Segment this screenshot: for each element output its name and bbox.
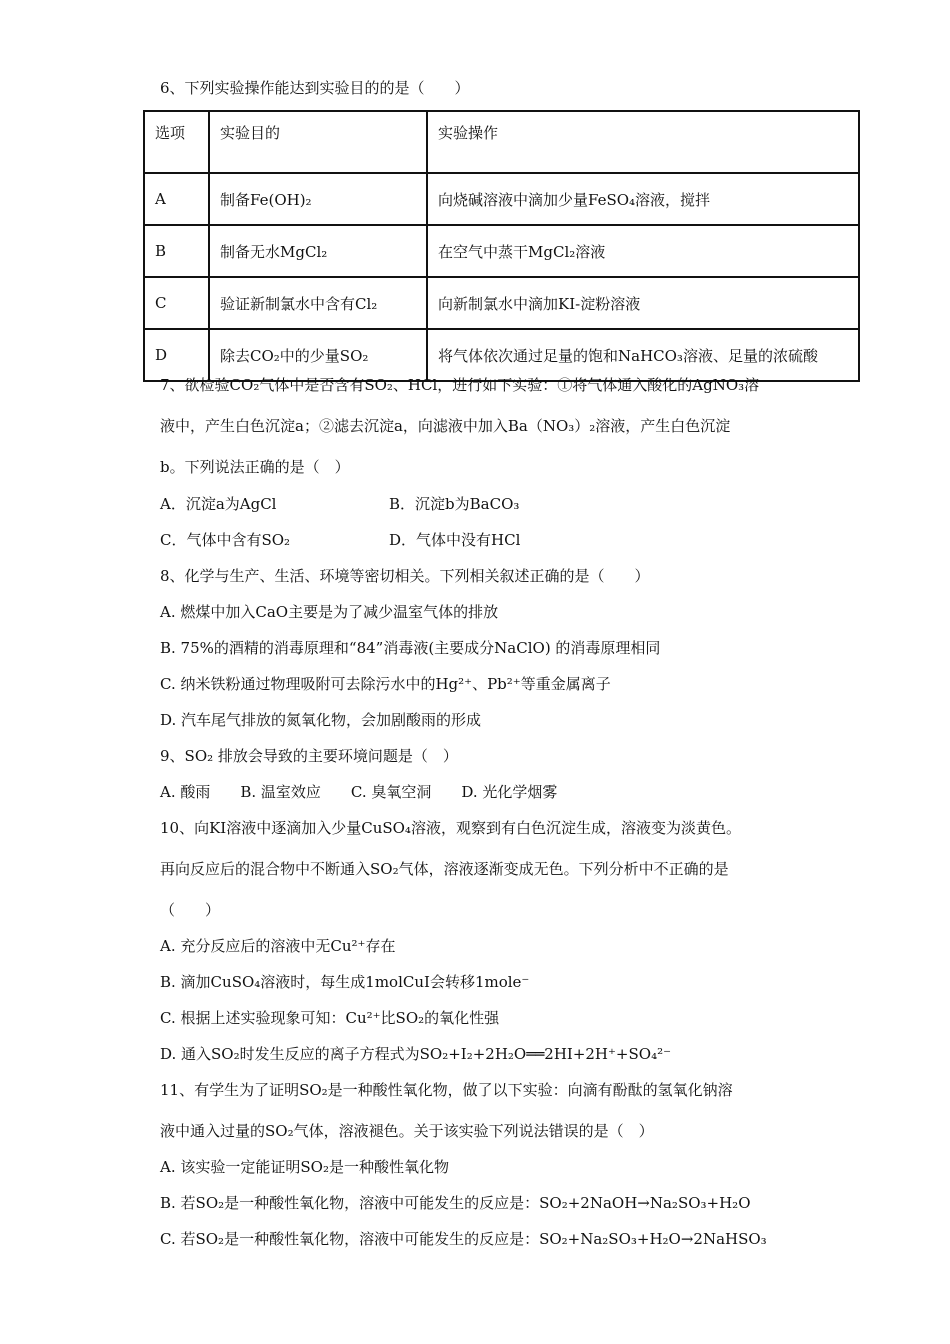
q10-line-3: （ ） xyxy=(160,901,221,919)
header-option: 选项 xyxy=(144,111,209,173)
row-a-option: A xyxy=(144,173,209,225)
q7-line-1: 7、欲检验CO₂气体中是否含有SO₂、HCl，进行如下实验：①将气体通入酸化的AgNO₃溶 xyxy=(160,376,760,394)
q9-stem: 9、SO₂ 排放会导致的主要环境问题是（ ） xyxy=(160,747,458,765)
q11-option-a: A. 该实验一定能证明SO₂是一种酸性氧化物 xyxy=(160,1158,449,1176)
row-d-operation: 将气体依次通过足量的饱和NaHCO₃溶液、足量的浓硫酸 xyxy=(427,329,859,381)
q7-option-b: B．沉淀b为BaCO₃ xyxy=(389,495,520,513)
row-b-purpose: 制备无水MgCl₂ xyxy=(209,225,427,277)
table-row xyxy=(144,225,859,277)
q9-options: A. 酸雨 B. 温室效应 C. 臭氧空洞 D. 光化学烟雾 xyxy=(160,783,558,801)
header-operation: 实验操作 xyxy=(427,111,859,173)
table-header-row xyxy=(144,111,859,173)
q8-option-a: A. 燃煤中加入CaO主要是为了减少温室气体的排放 xyxy=(160,603,499,621)
table-row xyxy=(144,173,859,225)
row-b-option: B xyxy=(144,225,209,277)
q11-line-1: 11、有学生为了证明SO₂是一种酸性氧化物，做了以下实验：向滴有酚酞的氢氧化钠溶 xyxy=(160,1081,733,1099)
q10-line-1: 10、向KI溶液中逐滴加入少量CuSO₄溶液，观察到有白色沉淀生成，溶液变为淡黄色。 xyxy=(160,819,741,837)
row-d-option: D xyxy=(144,329,209,381)
q8-option-d: D. 汽车尾气排放的氮氧化物，会加剧酸雨的形成 xyxy=(160,711,482,729)
row-c-purpose: 验证新制氯水中含有Cl₂ xyxy=(209,277,427,329)
q10-option-b: B. 滴加CuSO₄溶液时，每生成1molCuI会转移1mole⁻ xyxy=(160,973,530,991)
table-row xyxy=(144,277,859,329)
q8-option-c: C. 纳米铁粉通过物理吸附可去除污水中的Hg²⁺、Pb²⁺等重金属离子 xyxy=(160,675,611,693)
q8-stem: 8、化学与生产、生活、环境等密切相关。下列相关叙述正确的是（ ） xyxy=(160,567,650,585)
q11-option-c: C. 若SO₂是一种酸性氧化物，溶液中可能发生的反应是：SO₂+Na₂SO₃+H₂O→2NaHSO₃ xyxy=(160,1230,767,1248)
q6-stem: 6、下列实验操作能达到实验目的的是（ ） xyxy=(160,79,470,97)
q7-line-3: b。下列说法正确的是（ ） xyxy=(160,458,350,476)
q10-option-a: A. 充分反应后的溶液中无Cu²⁺存在 xyxy=(160,937,396,955)
row-c-option: C xyxy=(144,277,209,329)
row-a-purpose: 制备Fe(OH)₂ xyxy=(209,173,427,225)
row-d-purpose: 除去CO₂中的少量SO₂ xyxy=(209,329,427,381)
q10-option-d: D. 通入SO₂时发生反应的离子方程式为SO₂+I₂+2H₂O══2HI+2H⁺+SO₄²⁻ xyxy=(160,1045,672,1063)
row-c-operation: 向新制氯水中滴加KI-淀粉溶液 xyxy=(427,277,859,329)
q11-line-2: 液中通入过量的SO₂气体，溶液褪色。关于该实验下列说法错误的是（ ） xyxy=(160,1122,654,1140)
q10-line-2: 再向反应后的混合物中不断通入SO₂气体，溶液逐渐变成无色。下列分析中不正确的是 xyxy=(160,860,729,878)
q7-option-c: C．气体中含有SO₂ xyxy=(160,531,291,549)
row-b-operation: 在空气中蒸干MgCl₂溶液 xyxy=(427,225,859,277)
q10-option-c: C. 根据上述实验现象可知：Cu²⁺比SO₂的氧化性强 xyxy=(160,1009,500,1027)
table-row xyxy=(144,329,859,381)
q8-option-b: B. 75%的酒精的消毒原理和“84”消毒液(主要成分NaClO) 的消毒原理相同 xyxy=(160,639,661,657)
q11-option-b: B. 若SO₂是一种酸性氧化物，溶液中可能发生的反应是：SO₂+2NaOH→Na₂SO₃+H₂O xyxy=(160,1194,751,1212)
q7-option-a: A．沉淀a为AgCl xyxy=(160,495,277,513)
q6-table xyxy=(143,110,860,382)
row-a-operation: 向烧碱溶液中滴加少量FeSO₄溶液，搅拌 xyxy=(427,173,859,225)
q7-line-2: 液中，产生白色沉淀a；②滤去沉淀a，向滤液中加入Ba（NO₃）₂溶液，产生白色沉淀 xyxy=(160,417,731,435)
header-purpose: 实验目的 xyxy=(209,111,427,173)
q7-option-d: D．气体中没有HCl xyxy=(389,531,521,549)
